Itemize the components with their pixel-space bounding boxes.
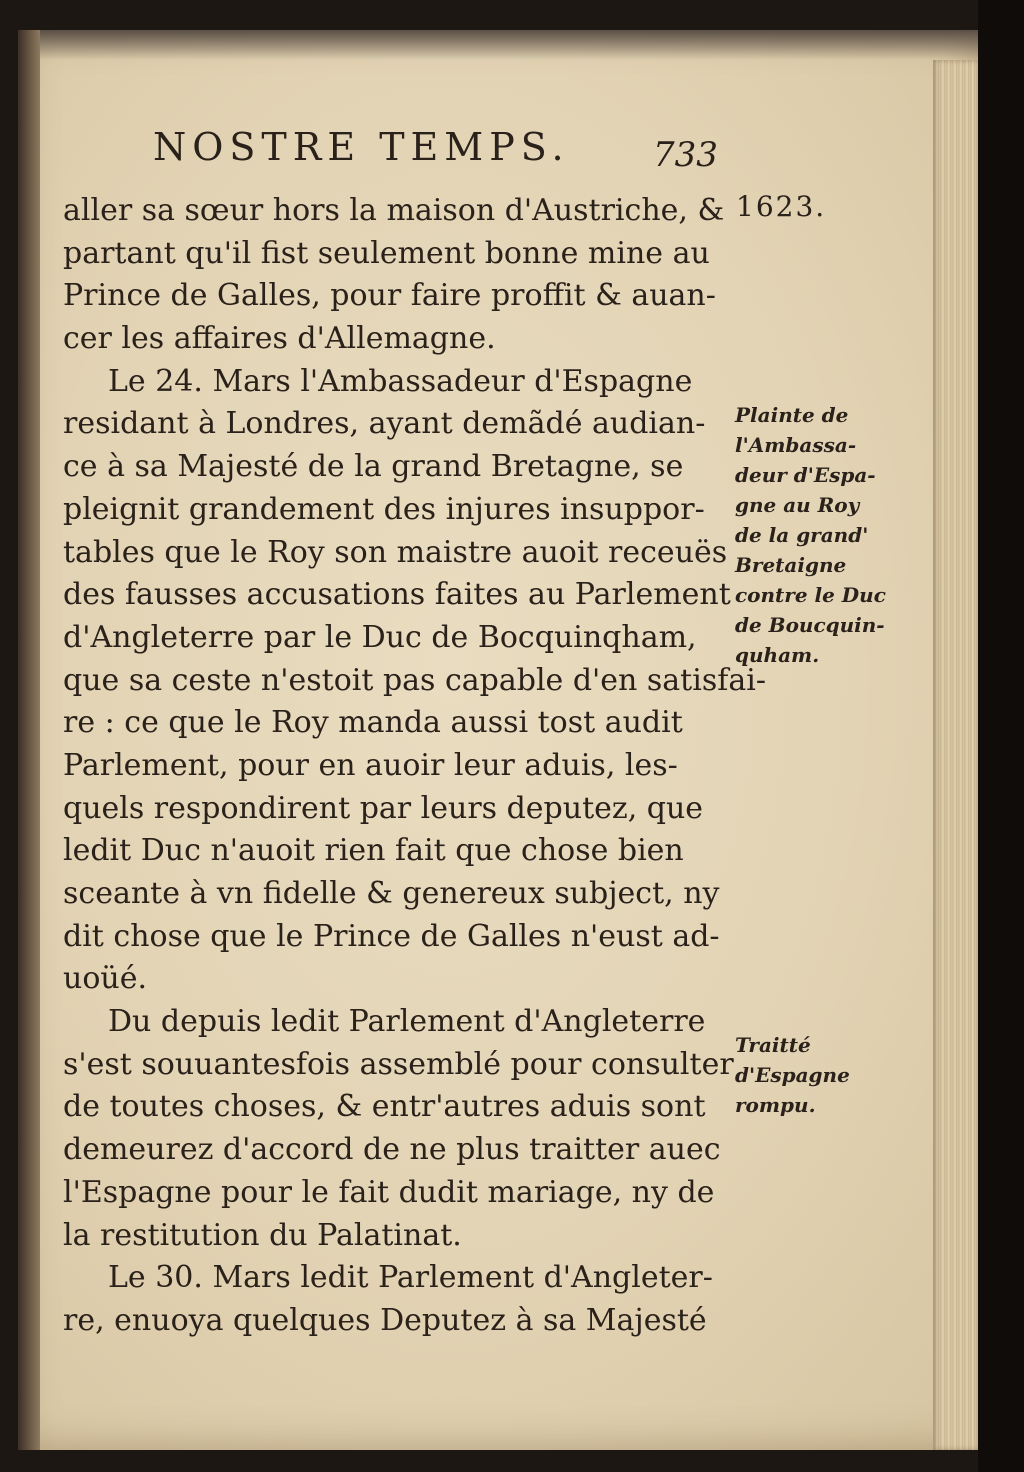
margin-note-line: deur d'Espa- [735, 463, 876, 487]
binding-gutter [18, 30, 40, 1450]
text-line: demeurez d'accord de ne plus traitter auec [63, 1132, 721, 1168]
text-line: Prince de Galles, pour faire proffit & auan- [63, 278, 716, 314]
margin-note-line: de la grand' [735, 523, 869, 547]
margin-note-line: l'Ambassa- [735, 433, 857, 457]
text-line: ledit Duc n'auoit rien fait que chose bien [63, 833, 684, 869]
text-line: pleignit grandement des injures insuppor- [63, 491, 705, 527]
text-line: dit chose que le Prince de Galles n'eust ad- [63, 918, 720, 954]
margin-note-line: Bretaigne [735, 553, 847, 577]
margin-note-plainte [735, 400, 925, 670]
text-line: s'est souuantesfois assemblé pour consulter [63, 1046, 734, 1082]
margin-note-line: rompu. [735, 1093, 816, 1117]
margin-note-line: d'Espagne [735, 1063, 850, 1087]
body-text [63, 190, 766, 1343]
margin-note-line: de Boucquin- [735, 613, 885, 637]
margin-note-line: contre le Duc [735, 583, 886, 607]
margin-note-line: quham. [735, 643, 820, 667]
text-line: Le 30. Mars ledit Parlement d'Angleter- [108, 1260, 713, 1296]
margin-note-traitte [735, 1030, 925, 1120]
margin-note-line: Plainte de [735, 403, 849, 427]
text-line: quels respondirent par leurs deputez, que [63, 790, 704, 826]
text-line: uoüé. [63, 961, 147, 997]
text-line: des fausses accusations faites au Parlement [63, 577, 731, 613]
text-line: sceante à vn fidelle & genereux subject, ny [63, 876, 720, 911]
text-line: Le 24. Mars l'Ambassadeur d'Espagne [108, 363, 693, 399]
text-line: la restitution du Palatinat. [63, 1217, 462, 1253]
text-line: que sa ceste n'estoit pas capable d'en satisfai- [63, 662, 766, 698]
background-edge [978, 0, 1024, 1472]
text-line: d'Angleterre par le Duc de Bocquinqham, [63, 619, 697, 655]
year-margin-note: 1623. [736, 190, 827, 223]
text-line: l'Espagne pour le fait dudit mariage, ny de [63, 1174, 715, 1210]
running-title: NOSTRE TEMPS. [153, 125, 570, 169]
text-line: ce à sa Majesté de la grand Bretagne, se [63, 449, 684, 485]
text-line: cer les affaires d'Allemagne. [63, 321, 496, 357]
page-header [153, 125, 773, 185]
text-block [63, 30, 933, 1450]
text-line: de toutes choses, & entr'autres aduis sont [63, 1089, 706, 1125]
text-line: residant à Londres, ayant demãdé audian- [63, 406, 706, 442]
page-fore-edge [933, 60, 978, 1450]
book-page [18, 30, 978, 1450]
text-line: tables que le Roy son maistre auoit receuës [63, 534, 728, 570]
margin-note-line: gne au Roy [735, 493, 860, 517]
margin-note-line: Traitté [735, 1033, 811, 1057]
text-line: partant qu'il fist seulement bonne mine au [63, 235, 710, 271]
text-line: re : ce que le Roy manda aussi tost audit [63, 705, 683, 741]
text-line: aller sa sœur hors la maison d'Austriche, & [63, 193, 725, 228]
page-number: 733 [653, 135, 718, 175]
text-line: re, enuoya quelques Deputez à sa Majesté [63, 1302, 707, 1338]
text-line: Du depuis ledit Parlement d'Angleterre [108, 1004, 706, 1040]
text-line: Parlement, pour en auoir leur aduis, les- [63, 747, 678, 783]
